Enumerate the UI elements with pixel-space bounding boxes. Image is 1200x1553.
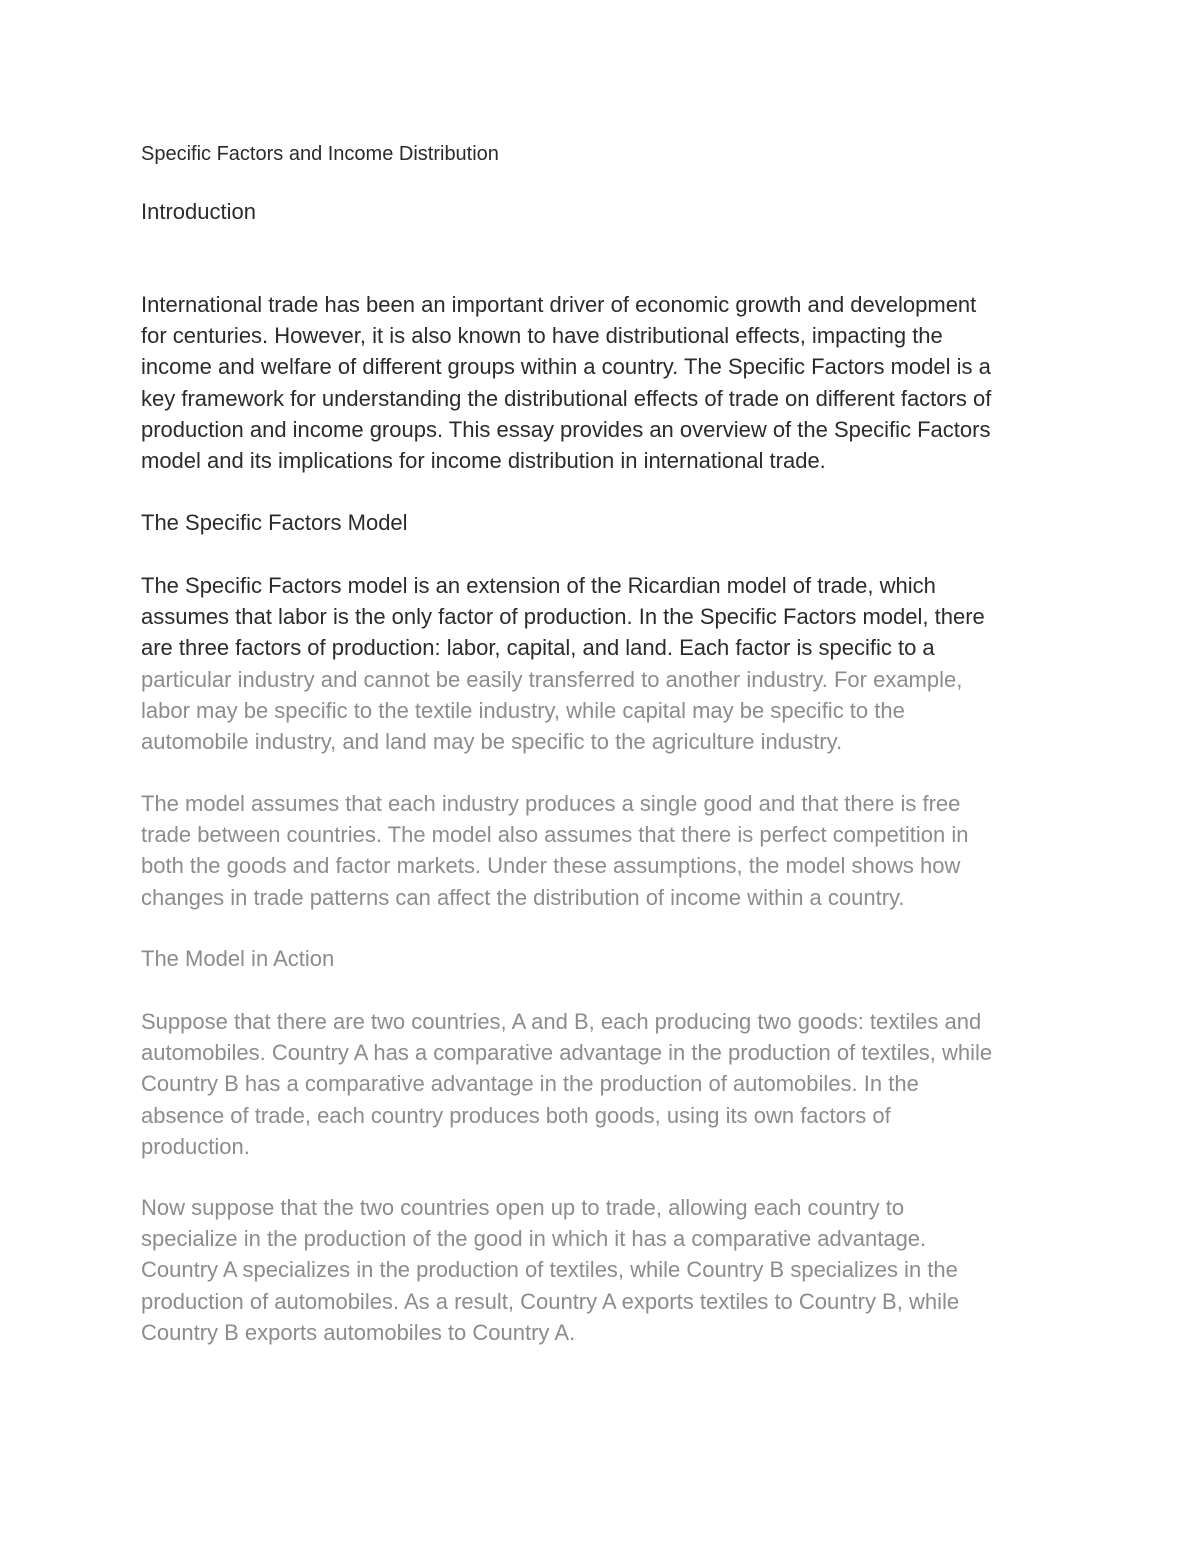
model-paragraph-2 [141, 788, 1071, 913]
intro-paragraph [141, 289, 1071, 476]
intro-paragraph-line: production and income groups. This essay provides an overview of the Specific Factors [141, 416, 991, 442]
action-paragraph-line: production of automobiles. As a result, Country A exports textiles to Country B, while [141, 1288, 960, 1314]
action-paragraph-line: Country B exports automobiles to Country A. [141, 1319, 576, 1345]
model-paragraph-line: changes in trade patterns can affect the distribution of income within a country. [141, 884, 905, 910]
intro-paragraph-line: income and welfare of different groups within a country. The Specific Factors model is a [141, 354, 991, 380]
model-paragraph-line: The Specific Factors model is an extension of the Ricardian model of trade, which [141, 573, 936, 598]
model-heading: The Specific Factors Model [141, 510, 408, 535]
model-paragraph-line: assumes that labor is the only factor of production. In the Specific Factors model, there [141, 604, 985, 630]
intro-paragraph-line: key framework for understanding the distributional effects of trade on different factors of [141, 385, 992, 411]
model-paragraph-line: The model assumes that each industry produces a single good and that there is free [141, 791, 961, 816]
model-paragraph-line: automobile industry, and land may be specific to the agriculture industry. [141, 729, 843, 755]
action-heading: The Model in Action [141, 946, 335, 971]
action-paragraph-line: Country A specializes in the production of textiles, while Country B specializes in the [141, 1257, 958, 1283]
action-paragraph-line: absence of trade, each country produces both goods, using its own factors of [141, 1102, 891, 1128]
model-paragraph-line: both the goods and factor markets. Under these assumptions, the model shows how [141, 853, 961, 879]
intro-paragraph-line: model and its implications for income distribution in international trade. [141, 448, 826, 474]
model-paragraph-line: particular industry and cannot be easily transferred to another industry. For example, [141, 666, 963, 692]
action-paragraph-2 [141, 1192, 1071, 1348]
model-paragraph-1 [141, 570, 1071, 757]
action-paragraph-line: Country B has a comparative advantage in the production of automobiles. In the [141, 1071, 919, 1097]
action-paragraph-1 [141, 1006, 1071, 1162]
model-paragraph-line: are three factors of production: labor, capital, and land. Each factor is specific to a [141, 635, 935, 661]
intro-paragraph-line: for centuries. However, it is also known to have distributional effects, impacting the [141, 323, 943, 349]
document-title: Specific Factors and Income Distribution [141, 143, 499, 165]
action-paragraph-line: specialize in the production of the good in which it has a comparative advantage. [141, 1226, 927, 1252]
action-paragraph-line: automobiles. Country A has a comparative advantage in the production of textiles, while [141, 1040, 993, 1066]
action-paragraph-line: Now suppose that the two countries open up to trade, allowing each country to [141, 1195, 905, 1220]
model-paragraph-line: labor may be specific to the textile industry, while capital may be specific to the [141, 697, 905, 723]
action-paragraph-line: Suppose that there are two countries, A and B, each producing two goods: textiles and [141, 1009, 982, 1034]
intro-paragraph-line: International trade has been an important driver of economic growth and development [141, 292, 977, 317]
action-paragraph-line: production. [141, 1133, 250, 1159]
intro-heading: Introduction [141, 199, 256, 224]
model-paragraph-line: trade between countries. The model also assumes that there is perfect competition in [141, 822, 969, 848]
